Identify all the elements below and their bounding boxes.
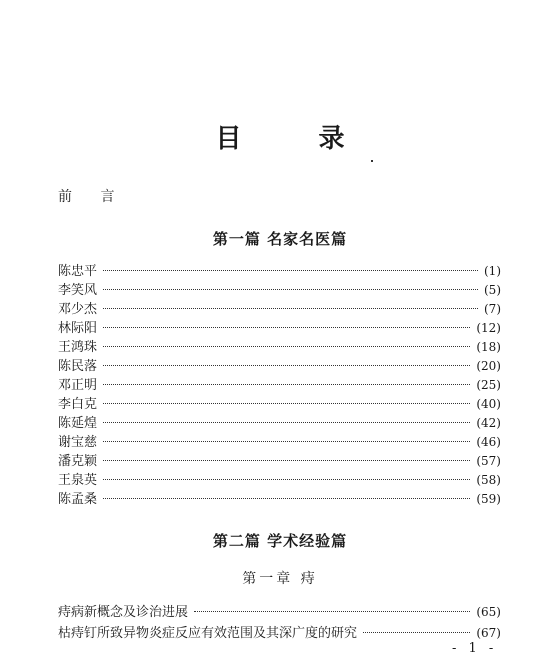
toc-entry-name: 王鸿珠: [58, 340, 98, 355]
toc-row: [58, 602, 501, 623]
toc-row: [58, 490, 501, 509]
toc-row: [58, 300, 501, 319]
toc-entry-name: 痔病新概念及诊治进展: [58, 605, 189, 620]
part2-title: 第二篇 学术经验篇: [212, 532, 348, 550]
toc-entry-page: (5): [484, 283, 501, 297]
toc-entry-name: 王泉英: [58, 473, 98, 488]
dot-leader: [103, 479, 470, 480]
toc-row: [58, 376, 501, 395]
toc-entry-page: (18): [476, 340, 501, 354]
toc-row: [58, 262, 501, 281]
preface-entry: 前 言: [58, 189, 127, 205]
toc-row: [58, 471, 501, 490]
toc-entry-page: (57): [476, 454, 501, 468]
toc-row: [58, 433, 501, 452]
toc-row: [58, 281, 501, 300]
toc-row: [58, 357, 501, 376]
dot-leader: [103, 498, 470, 499]
dot-leader: [103, 346, 470, 347]
dot-leader: [194, 611, 470, 612]
toc-entry-name: 陈延煌: [58, 416, 98, 431]
toc-entry-page: (1): [484, 264, 501, 278]
toc-entry-name: 陈忠平: [58, 264, 98, 279]
toc-row: [58, 338, 501, 357]
toc-entry-page: (58): [476, 473, 501, 487]
dot-leader: [103, 460, 470, 461]
toc-entry-name: 李白克: [58, 397, 98, 412]
dot-leader: [103, 270, 478, 271]
chapter1-title: 第一章 痔: [242, 571, 318, 587]
ink-speck: [371, 160, 373, 162]
dot-leader: [103, 365, 470, 366]
toc-entry-page: (46): [476, 435, 501, 449]
toc-entry-page: (65): [476, 605, 501, 619]
dot-leader: [103, 441, 470, 442]
dot-leader: [363, 632, 470, 633]
toc-entry-name: 陈孟桑: [58, 492, 98, 507]
toc-entry-page: (12): [476, 321, 501, 335]
toc-entry-name: 林际阳: [58, 321, 98, 336]
toc-entry-page: (20): [476, 359, 501, 373]
chapter1-toc: [58, 602, 501, 644]
toc-entry-page: (59): [476, 492, 501, 506]
toc-entry-name: 邓少杰: [58, 302, 98, 317]
dot-leader: [103, 403, 470, 404]
toc-entry-name: 李笑风: [58, 283, 98, 298]
dot-leader: [103, 308, 478, 309]
toc-entry-page: (25): [476, 378, 501, 392]
dot-leader: [103, 289, 478, 290]
dot-leader: [103, 422, 470, 423]
part1-toc: [58, 262, 501, 509]
toc-entry-name: 谢宝慈: [58, 435, 98, 450]
page-number: - 1 -: [452, 641, 498, 656]
dot-leader: [103, 384, 470, 385]
part1-title: 第一篇 名家名医篇: [212, 230, 348, 248]
toc-entry-page: (7): [484, 302, 501, 316]
toc-row: [58, 452, 501, 471]
toc-entry-page: (40): [476, 397, 501, 411]
toc-entry-name: 邓正明: [58, 378, 98, 393]
toc-row: [58, 414, 501, 433]
toc-entry-name: 潘克颖: [58, 454, 98, 469]
toc-entry-page: (67): [476, 626, 501, 640]
toc-row: [58, 319, 501, 338]
page-title: 目 录: [215, 124, 379, 154]
toc-row: [58, 395, 501, 414]
toc-row: [58, 623, 501, 644]
toc-entry-page: (42): [476, 416, 501, 430]
dot-leader: [103, 327, 470, 328]
toc-entry-name: 枯痔钉所致异物炎症反应有效范围及其深广度的研究: [58, 626, 358, 641]
toc-entry-name: 陈民落: [58, 359, 98, 374]
